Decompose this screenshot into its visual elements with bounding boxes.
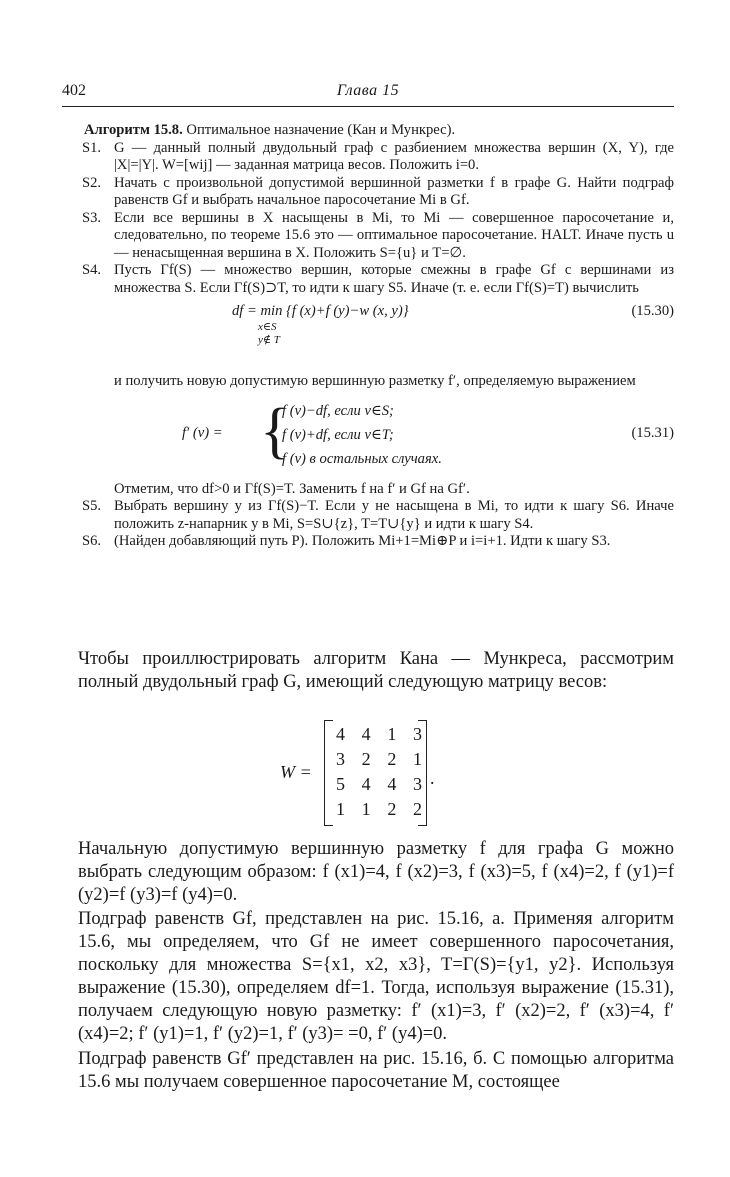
paragraph-text: Начальную допустимую вершинную разметку f для графа G можно выбрать следующим образом: f (x1)=4, f (x2)=3, f (x3)=5, f (x4)=2, f (y1)=f (y2)=f (y3)=f (y4)=0. [78, 839, 674, 905]
equation-15-31 [114, 391, 674, 481]
matrix-left-bracket [324, 720, 333, 826]
paragraph-intro [78, 648, 674, 694]
equation-subscript [258, 321, 280, 347]
step-text: G — данный полный двудольный граф с разбиением множества вершин (X, Y), где |X|=|Y|. W=[wij] — заданная матрица весов. Положить i=0. [114, 139, 674, 173]
matrix-cell: 4 [387, 774, 397, 794]
matrix-cell: 4 [361, 724, 371, 744]
equation-sub-y: y∉ T [258, 334, 280, 346]
matrix-cell: 2 [387, 799, 397, 819]
algorithm-title-bold: Алгоритм 15.8. [84, 122, 183, 138]
matrix-cell: 2 [412, 799, 422, 819]
step-s1 [82, 140, 674, 175]
step-text: и получить новую допустимую вершинную разметку f′, определяемую выражением [114, 373, 636, 389]
matrix-row [336, 749, 422, 770]
algorithm-title-rest: Оптимальное назначение (Кан и Мункрес). [182, 122, 456, 138]
paragraph-text: Подграф равенств Gf′ представлен на рис. 15.16, б. С помощью алгоритма 15.6 мы получаем совершенное паросочетание M, состоящее [78, 1049, 674, 1092]
step-s6 [82, 533, 674, 551]
matrix-row [336, 799, 422, 820]
left-brace: { [260, 396, 290, 465]
paragraph-equality-subgraph [78, 908, 674, 1046]
equation-body: df = min {f (x)+f (y)−w (x, y)} [232, 303, 409, 319]
matrix-period: . [430, 768, 435, 788]
matrix-row [336, 774, 422, 795]
matrix-row [336, 724, 422, 745]
step-label: S6. [82, 533, 102, 549]
paragraph-text: Подграф равенств Gf, представлен на рис. 15.16, а. Применяя алгоритм 15.6, мы определяем, что Gf не имеет совершенного паросочетания, поскольку для множества S={x1, x2, x3}, T=Γ(S)={y1, y2}. Используя выражение (15.30), определяем df=1. Тогда, используя выражение (15.31), получаем следующую новую разметку: f′ (x1)=3, f′ (x2)=2, f′ (x3)=4, f′ (x4)=2; f′ (y1)=1, f′ (y2)=1, f′ (y3)= =0, f′ (y4)=0. [78, 909, 674, 1044]
step-label: S3. [82, 209, 102, 226]
step-text: Начать с произвольной допустимой вершинной разметки f в графе G. Найти подграф равенств Gf и выбрать начальное паросочетание Mi в Gf. [114, 174, 674, 208]
step-s4 [82, 262, 674, 297]
equation-lhs: f′ (v) = [182, 424, 223, 441]
algorithm-title [84, 122, 674, 140]
equation-case-3: f (v) в остальных случаях. [282, 450, 442, 467]
matrix-cell: 5 [336, 774, 345, 794]
equation-15-30 [114, 297, 674, 373]
matrix-cell: 2 [387, 749, 397, 769]
matrix-cell: 4 [336, 724, 345, 744]
equation-case-2: f (v)+df, если v∈T; [282, 426, 394, 443]
matrix-cell: 1 [336, 799, 345, 819]
step-text: Выбрать вершину y из Γf(S)−T. Если y не насыщена в Mi, то идти к шагу S6. Иначе положить z-напарник y в Mi, S=S∪{z}, T=T∪{y} и идти к шагу S4. [114, 498, 674, 532]
step-s4-continued [82, 373, 674, 391]
paragraph-text: Чтобы проиллюстрировать алгоритм Кана — Мункреса, рассмотрим полный двудольный граф G, имеющий следующую матрицу весов: [78, 649, 674, 692]
step-s3 [82, 210, 674, 263]
matrix-cell: 3 [336, 749, 345, 769]
matrix-cell: 1 [361, 799, 371, 819]
step-text: Пусть Γf(S) — множество вершин, которые смежны в графе Gf с вершинами из множества S. Если Γf(S)⊃T, то идти к шагу S5. Иначе (т. е. если Γf(S)=T) вычислить [114, 262, 674, 296]
matrix-label: W = [280, 762, 312, 782]
matrix-cell: 1 [387, 724, 397, 744]
step-text: (Найден добавляющий путь P). Положить Mi+1=Mi⊕P и i=i+1. Идти к шагу S3. [114, 533, 611, 549]
matrix-cell: 3 [412, 724, 422, 744]
algorithm-block [82, 122, 674, 551]
page-header [62, 80, 674, 107]
page-number: 402 [62, 82, 86, 99]
equation-sub-x: x∈S [258, 321, 277, 333]
step-label: S5. [82, 498, 102, 514]
paragraph-perfect-matching [78, 1048, 674, 1094]
matrix-cell: 1 [412, 749, 422, 769]
step-label: S2. [82, 174, 102, 191]
chapter-title: Глава 15 [336, 82, 400, 99]
paragraph-initial-labeling [78, 838, 674, 907]
equation-number: (15.31) [631, 424, 674, 441]
step-text: Если все вершины в X насыщены в Mi, то Mi — совершенное паросочетание и, следовательно, по теореме 15.6 это — оптимальное паросочетание. HALT. Иначе пусть u — ненасыщенная вершина в X. Положить S={u} и T=∅. [114, 209, 674, 261]
weight-matrix [280, 720, 480, 830]
step-s5 [82, 498, 674, 533]
step-s2 [82, 175, 674, 210]
step-label: S1. [82, 139, 102, 156]
equation-case-1: f (v)−df, если v∈S; [282, 402, 394, 419]
matrix-cell: 3 [412, 774, 422, 794]
step-label: S4. [82, 262, 102, 278]
step-s4-note [82, 481, 674, 499]
step-text: Отметим, что df>0 и Γf(S)=T. Заменить f на f′ и Gf на Gf′. [114, 480, 470, 497]
matrix-cell: 2 [361, 749, 371, 769]
matrix-cell: 4 [361, 774, 371, 794]
equation-number: (15.30) [631, 303, 674, 319]
